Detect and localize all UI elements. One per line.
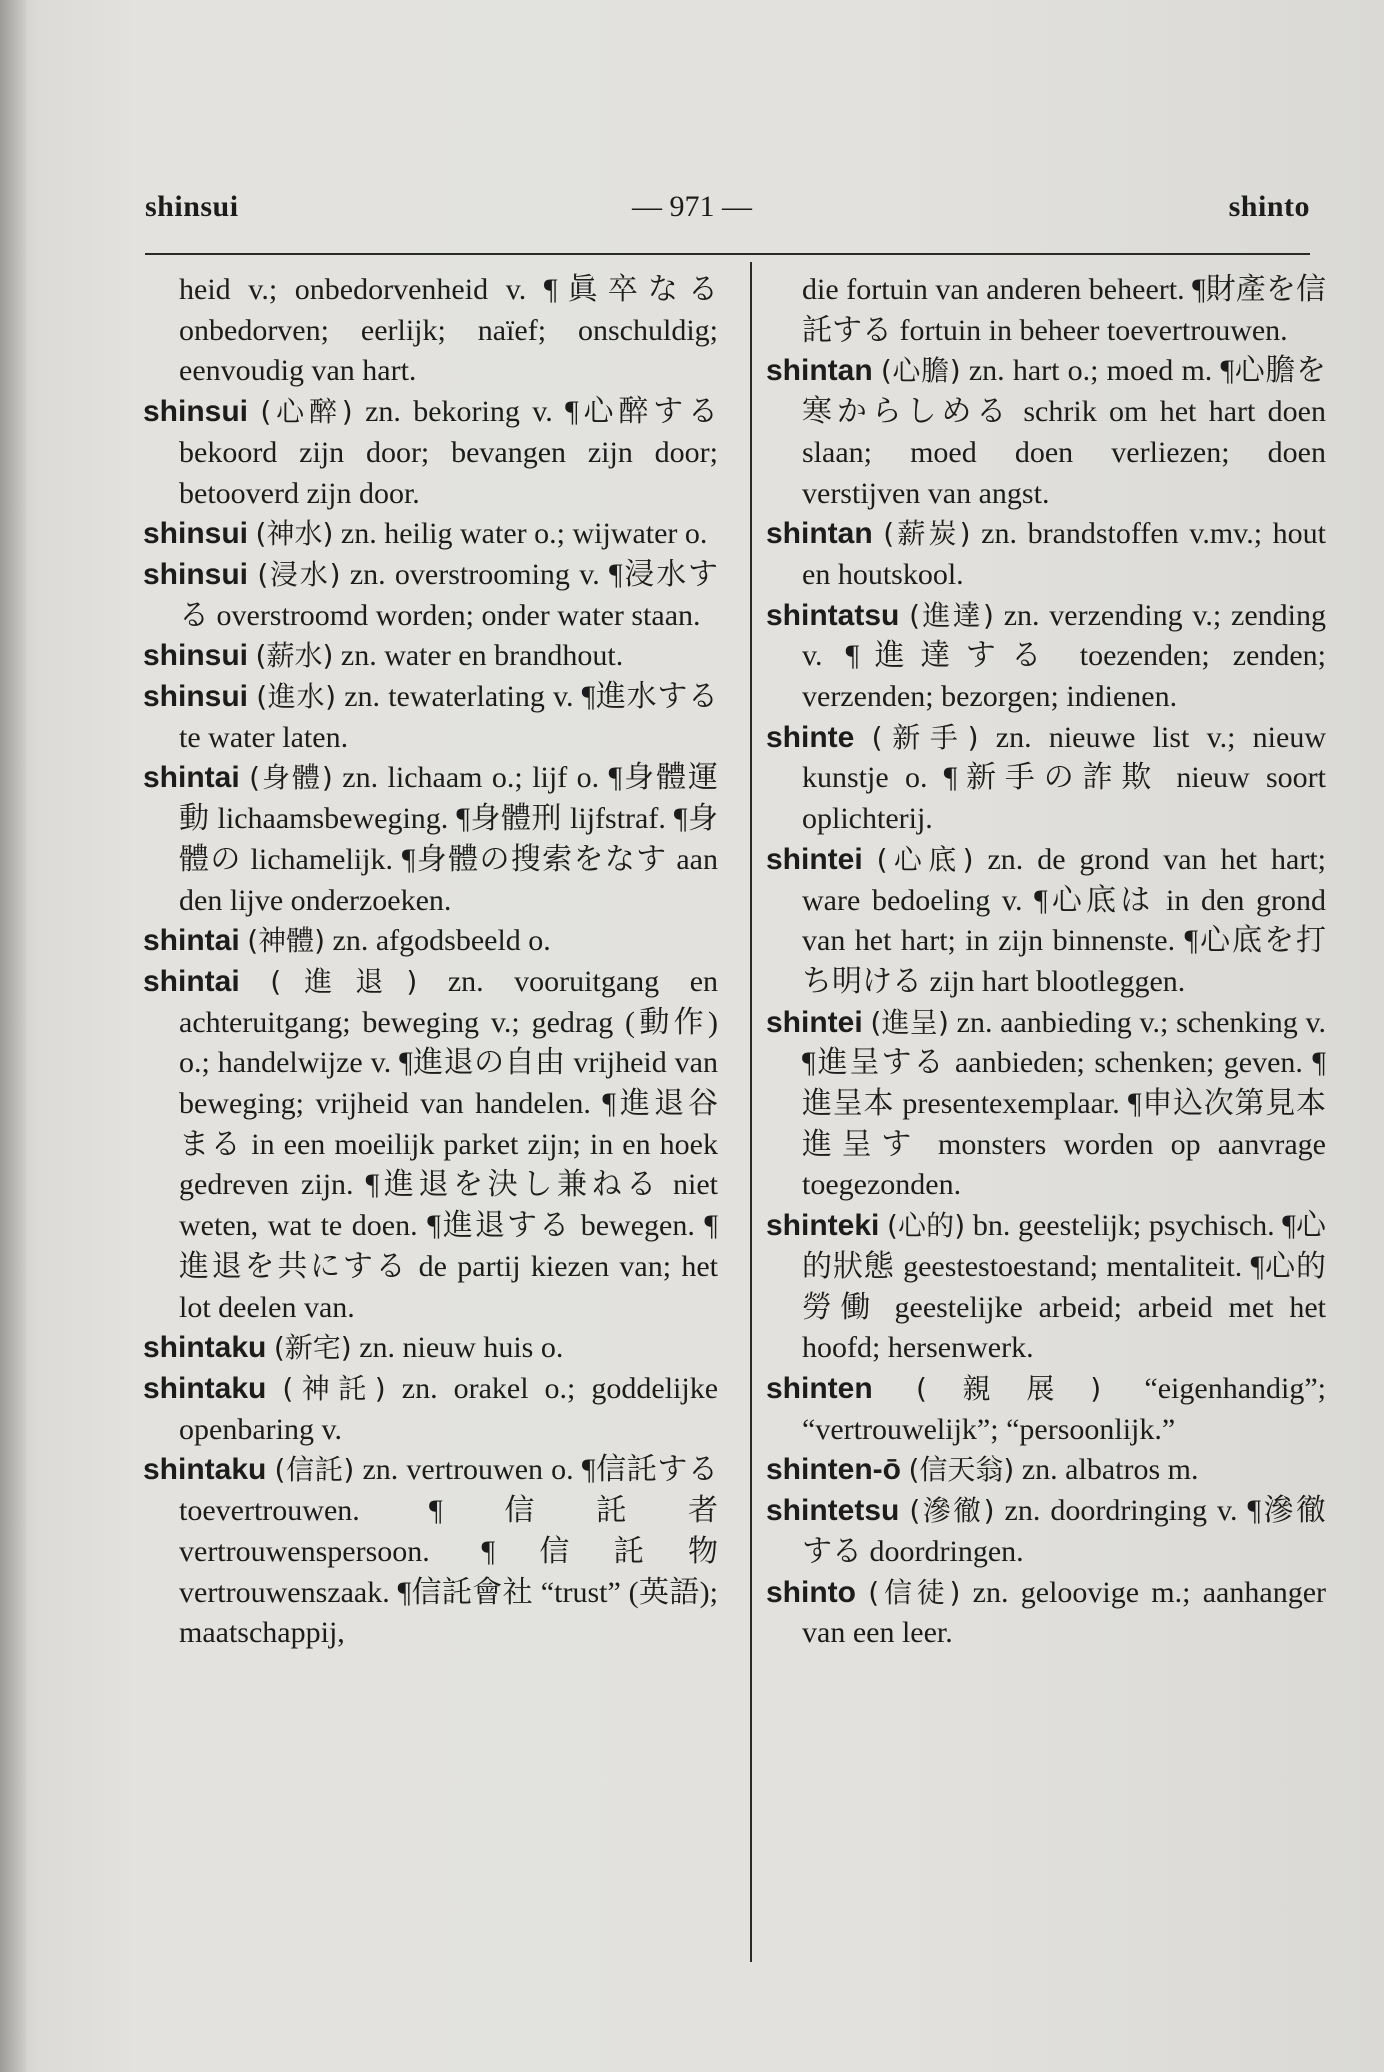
entry-kanji: (薪水) [255,639,334,673]
entry-kanji: (新手) [871,720,979,754]
entry-definition: zn. doordringing v. ¶滲徹する doordringen. [802,1494,1326,1568]
entry-definition: zn. nieuw huis o. [359,1331,564,1365]
entry-kanji: (神託) [282,1371,386,1405]
entry-definition: zn. lichaam o.; lijf o. ¶身體運動 lichaamsbeweging. ¶身體刑 lijfstraf. ¶身體の lichamelijk. ¶身體の搜索をなす aan den lijve onderzoeken. [179,761,719,917]
entry-kanji: (信徒) [868,1575,961,1609]
dictionary-entry [143,677,718,758]
entry-definition: zn. vertrouwen o. ¶信託する toevertrouwen. ¶信託者 vertrouwenspersoon. ¶信託物 vertrouwenszaak. ¶信託會社 “trust” (英語); maatschappij, [179,1453,719,1650]
dictionary-entry [143,962,718,1328]
entry-definition: heid v.; onbedorvenheid v. ¶眞卒なる onbedorven; eerlijk; naïef; onschuldig; eenvoudig van hart. [179,273,718,388]
dictionary-entry [143,270,718,392]
dictionary-entry [766,596,1326,718]
page-number: — 971 — [632,190,752,223]
entry-headword: shintaku [143,1331,267,1365]
dictionary-entry [766,1450,1326,1491]
dictionary-entry [143,1328,718,1369]
entry-definition: zn. albatros m. [1021,1453,1199,1487]
entry-kanji: (進呈) [870,1005,949,1039]
dictionary-entry [143,636,718,677]
entry-headword: shinten-ō [766,1453,901,1487]
binding-shadow [0,0,26,2072]
running-head-left: shinsui [145,190,239,223]
entry-kanji: (滲徹) [909,1494,995,1528]
dictionary-entry [766,1206,1326,1369]
entry-headword: shintetsu [766,1494,900,1528]
entry-kanji: (進退) [270,964,418,998]
dictionary-entry [766,270,1326,351]
entry-definition: zn. overstrooming v. ¶浸水する overstroomd worden; onder water staan. [179,557,719,632]
dictionary-entry [143,1450,718,1654]
dictionary-entry [766,1369,1326,1450]
entry-headword: shintai [143,964,240,998]
dictionary-entry [143,392,718,514]
entry-definition: zn. hart o.; moed m. ¶心膽を寒からしめる schrik om het hart doen slaan; moed doen verliezen; doen verstijven van angst. [802,354,1327,510]
entry-headword: shinsui [143,557,249,591]
entry-headword: shinsui [143,517,249,551]
entry-headword: shinsui [143,639,249,673]
entry-kanji: (心底) [876,842,974,876]
entry-headword: shintaku [143,1453,267,1487]
entry-kanji: (心醉) [260,395,353,429]
entry-kanji: (浸水) [257,557,341,591]
entry-kanji: (新宅) [273,1331,352,1365]
entry-headword: shintei [766,1005,863,1039]
dictionary-entry [766,514,1326,595]
entry-definition: zn. orakel o.; goddelijke openbaring v. [179,1371,719,1446]
dictionary-entry [143,514,718,555]
header-rule [145,253,1310,255]
entry-definition: zn. nieuwe list v.; nieuw kunstje o. ¶新手の詐欺 nieuw soort oplichterij. [802,720,1326,836]
entry-headword: shinsui [143,395,249,429]
right-column [766,270,1326,1654]
entry-headword: shintaku [143,1371,267,1405]
dictionary-entry [143,921,718,962]
entry-definition: zn. de grond van het hart; ware bedoeling v. ¶心底は in den grond van het hart; in zijn binnenste. ¶心底を打ち明ける zijn hart blootleggen. [802,842,1326,998]
entry-headword: shintan [766,354,873,388]
entry-kanji: (信天翁) [908,1453,1015,1487]
dictionary-entry [766,718,1326,840]
entry-definition: zn. vooruitgang en achteruitgang; beweging v.; gedrag (動作) o.; handelwijze v. ¶進退の自由 vrijheid van beweging; vrijheid van handelen. ¶進退谷まる in een moeilijk parket zijn; in en hoek gedreven zijn. ¶進退を決し兼ねる niet weten, wat te doen. ¶進退する bewegen. ¶進退を共にする de partij kiezen van; het lot deelen van. [179,964,719,1324]
dictionary-entry [766,1573,1326,1654]
entry-kanji: (心的) [887,1209,966,1243]
entry-kanji: (神水) [255,517,334,551]
dictionary-entry [143,555,718,636]
entry-definition: zn. tewaterlating v. ¶進水する te water laten. [179,680,718,754]
dictionary-entry [766,351,1326,514]
column-divider [750,262,752,1962]
entry-definition: zn. verzending v.; zending v. ¶進達する toezenden; zenden; verzenden; bezorgen; indienen. [802,598,1326,714]
entry-definition: zn. afgodsbeeld o. [332,924,551,958]
entry-definition: “eigenhandig”; “vertrouwelijk”; “persoonlijk.” [802,1371,1327,1446]
entry-headword: shintei [766,842,863,876]
entry-kanji: (信託) [274,1453,355,1487]
entry-headword: shintai [143,924,240,958]
entry-definition: zn. geloovige m.; aanhanger van een leer. [802,1575,1326,1650]
entry-definition: die fortuin van anderen beheert. ¶財產を信託する fortuin in beheer toevertrouwen. [802,273,1326,347]
entry-headword: shintatsu [766,598,900,632]
entry-headword: shinteki [766,1209,880,1243]
running-head-right: shinto [1228,190,1310,223]
entry-kanji: (薪炭) [883,517,971,551]
entry-kanji: (心膽) [880,354,961,388]
entry-kanji: (親展) [915,1371,1102,1405]
left-column [143,270,718,1654]
entry-headword: shinte [766,720,855,754]
dictionary-entry [766,1003,1326,1207]
entry-kanji: (神體) [247,924,326,958]
entry-headword: shintan [766,517,873,551]
entry-definition: zn. brandstoffen v.mv.; hout en houtskool. [802,517,1326,591]
entry-headword: shinsui [143,680,249,714]
entry-kanji: (身體) [249,761,333,795]
entry-definition: zn. heilig water o.; wijwater o. [340,517,708,551]
dictionary-entry [143,758,718,921]
entry-headword: shintai [143,761,240,795]
entry-headword: shinten [766,1371,873,1405]
entry-kanji: (進達) [909,598,994,632]
entry-definition: zn. water en brandhout. [340,639,624,673]
dictionary-entry [766,1491,1326,1572]
entry-definition: zn. bekoring v. ¶心醉する bekoord zijn door; bevangen zijn door; betooverd zijn door. [179,395,719,510]
dictionary-entry [766,840,1326,1003]
entry-definition: zn. aanbieding v.; schenking v. ¶進呈する aanbieden; schenken; geven. ¶進呈本 presentexemplaar. ¶申込次第見本進呈す monsters worden op aanvrage toegezonden. [802,1005,1326,1202]
entry-definition: bn. geestelijk; psychisch. ¶心的狀態 geestestoestand; mentaliteit. ¶心的勞働 geestelijke arbeid; arbeid met het hoofd; hersenwerk. [802,1209,1326,1365]
dictionary-entry [143,1369,718,1450]
entry-headword: shinto [766,1575,856,1609]
entry-kanji: (進水) [256,680,337,714]
